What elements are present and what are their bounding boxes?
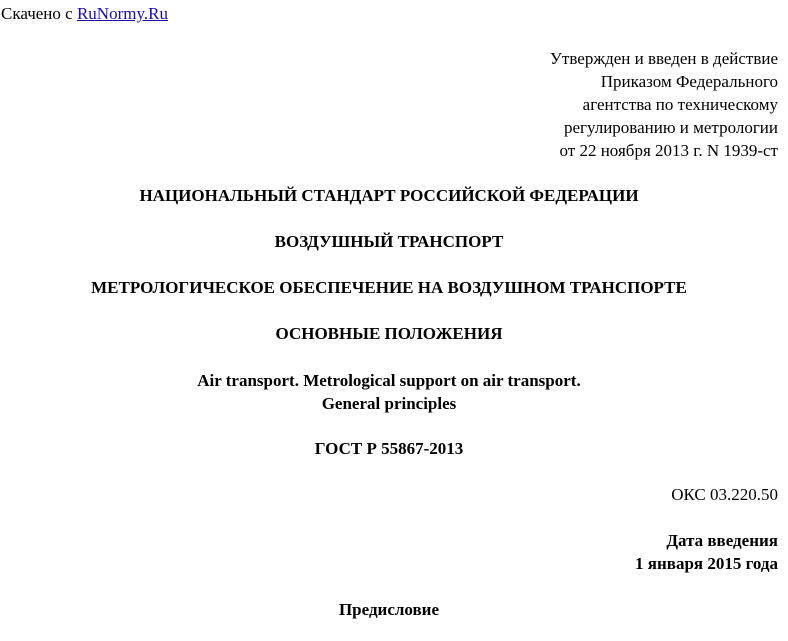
gost-number: ГОСТ Р 55867-2013: [314, 439, 464, 458]
english-title-line2: General principles: [321, 394, 457, 413]
preface-heading: Предисловие: [338, 600, 440, 619]
approval-line: Утвержден и введен в действие: [549, 49, 778, 68]
approval-line: регулированию и метрологии: [563, 118, 778, 137]
air-transport-heading: ВОЗДУШНЫЙ ТРАНСПОРТ: [274, 232, 504, 251]
basic-provisions-heading: ОСНОВНЫЕ ПОЛОЖЕНИЯ: [275, 324, 503, 343]
approval-line: от 22 ноября 2013 г. N 1939-ст: [559, 141, 778, 160]
oks-code: ОКС 03.220.50: [671, 485, 778, 504]
intro-date-value: 1 января 2015 года: [635, 554, 778, 573]
source-line: [1, 2, 168, 25]
approval-line: агентства по техническому: [582, 95, 778, 114]
national-standard-heading: НАЦИОНАЛЬНЫЙ СТАНДАРТ РОССИЙСКОЙ ФЕДЕРАЦИИ: [139, 186, 639, 205]
english-title-line1: Air transport. Metrological support on air transport.: [197, 371, 581, 390]
approval-line: Приказом Федерального: [600, 72, 778, 91]
source-link[interactable]: RuNormy.Ru: [76, 4, 168, 23]
intro-date-label: Дата введения: [666, 531, 778, 550]
source-prefix: Скачено с: [1, 4, 77, 23]
approval-block: [550, 47, 778, 162]
metrological-heading: МЕТРОЛОГИЧЕСКОЕ ОБЕСПЕЧЕНИЕ НА ВОЗДУШНОМ ТРАНСПОРТЕ: [91, 278, 687, 297]
